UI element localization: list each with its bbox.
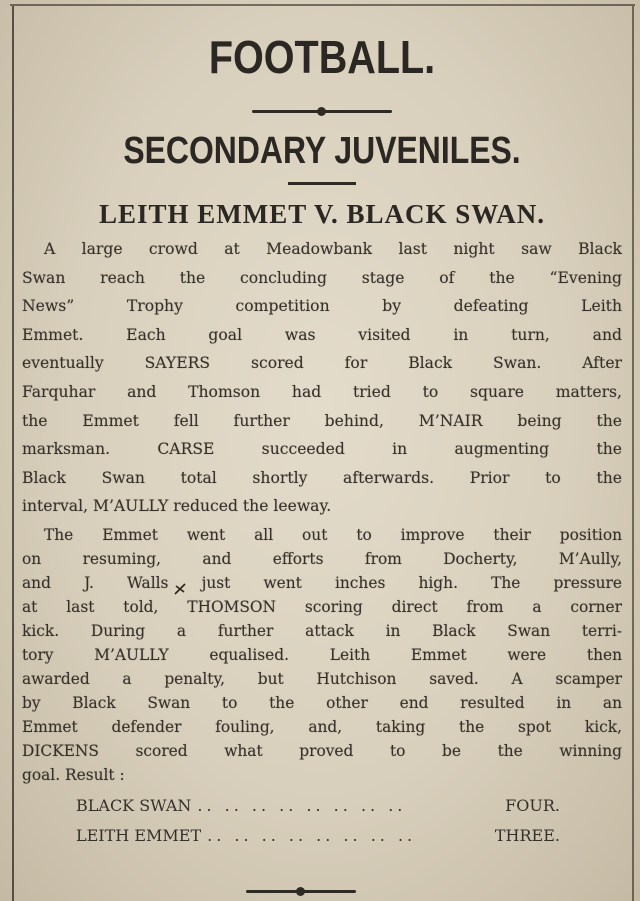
- text-line: tory M’AULLY equalised. Leith Emmet were then: [22, 645, 622, 664]
- leader-dots: .. .. .. .. .. .. .. ..: [207, 825, 417, 845]
- team-score: FOUR.: [505, 795, 560, 815]
- short-rule: [288, 182, 356, 185]
- team-name: BLACK SWAN: [76, 795, 192, 815]
- section-title: FOOTBALL.: [208, 31, 436, 83]
- text-line: Emmet. Each goal was visited in turn, and: [22, 325, 622, 344]
- team-score: THREE.: [494, 825, 560, 845]
- result-row: [22, 821, 560, 851]
- text-line: interval, M’AULLY reduced the leeway.: [22, 497, 332, 516]
- pencil-mark-icon: [173, 582, 187, 596]
- text-line: Black Swan total shortly afterwards. Prior to the: [22, 468, 622, 487]
- column-rule-right: [632, 6, 634, 901]
- bottom-ornament-divider: [246, 884, 356, 898]
- result-row: [22, 791, 560, 821]
- leader-dots: .. .. .. .. .. .. .. ..: [197, 795, 407, 815]
- text-line: kick. During a further attack in Black Swan terri-: [22, 621, 622, 640]
- team-name: LEITH EMMET: [76, 825, 202, 845]
- text-line: A large crowd at Meadowbank last night saw Black: [44, 240, 622, 258]
- top-rule: [10, 4, 635, 6]
- text-line: and J. Walls just went inches high. The pressure: [22, 573, 622, 592]
- article: [22, 20, 622, 851]
- text-line: Emmet defender fouling, and, taking the spot kick,: [22, 717, 622, 736]
- paragraph-1: [22, 235, 622, 521]
- text-line: eventually SAYERS scored for Black Swan. After: [22, 354, 622, 373]
- paragraph-2: [22, 523, 622, 787]
- result-table: [22, 791, 622, 851]
- text-line: by Black Swan to the other end resulted in an: [22, 693, 622, 712]
- text-line: awarded a penalty, but Hutchison saved. A scamper: [22, 669, 622, 688]
- ornament-divider: [252, 104, 392, 118]
- text-line: goal. Result :: [22, 765, 125, 784]
- text-line: marksman. CARSE succeeded in augmenting the: [22, 440, 622, 459]
- column-rule-left: [12, 6, 14, 901]
- text-line: DICKENS scored what proved to be the winning: [22, 741, 622, 760]
- text-line: The Emmet went all out to improve their position: [44, 525, 622, 544]
- match-heading: LEITH EMMET V. BLACK SWAN.: [98, 199, 546, 229]
- text-line: Swan reach the concluding stage of the “Evening: [22, 268, 622, 287]
- text-line: on resuming, and efforts from Docherty, M’Aully,: [22, 549, 622, 568]
- text-line: Farquhar and Thomson had tried to square matters,: [22, 382, 622, 401]
- text-line: the Emmet fell further behind, M’NAIR being the: [22, 411, 622, 430]
- text-line: at last told, THOMSON scoring direct from a corner: [22, 597, 622, 616]
- subsection-title: SECONDARY JUVENILES.: [123, 130, 521, 172]
- text-line: News” Trophy competition by defeating Leith: [22, 297, 622, 316]
